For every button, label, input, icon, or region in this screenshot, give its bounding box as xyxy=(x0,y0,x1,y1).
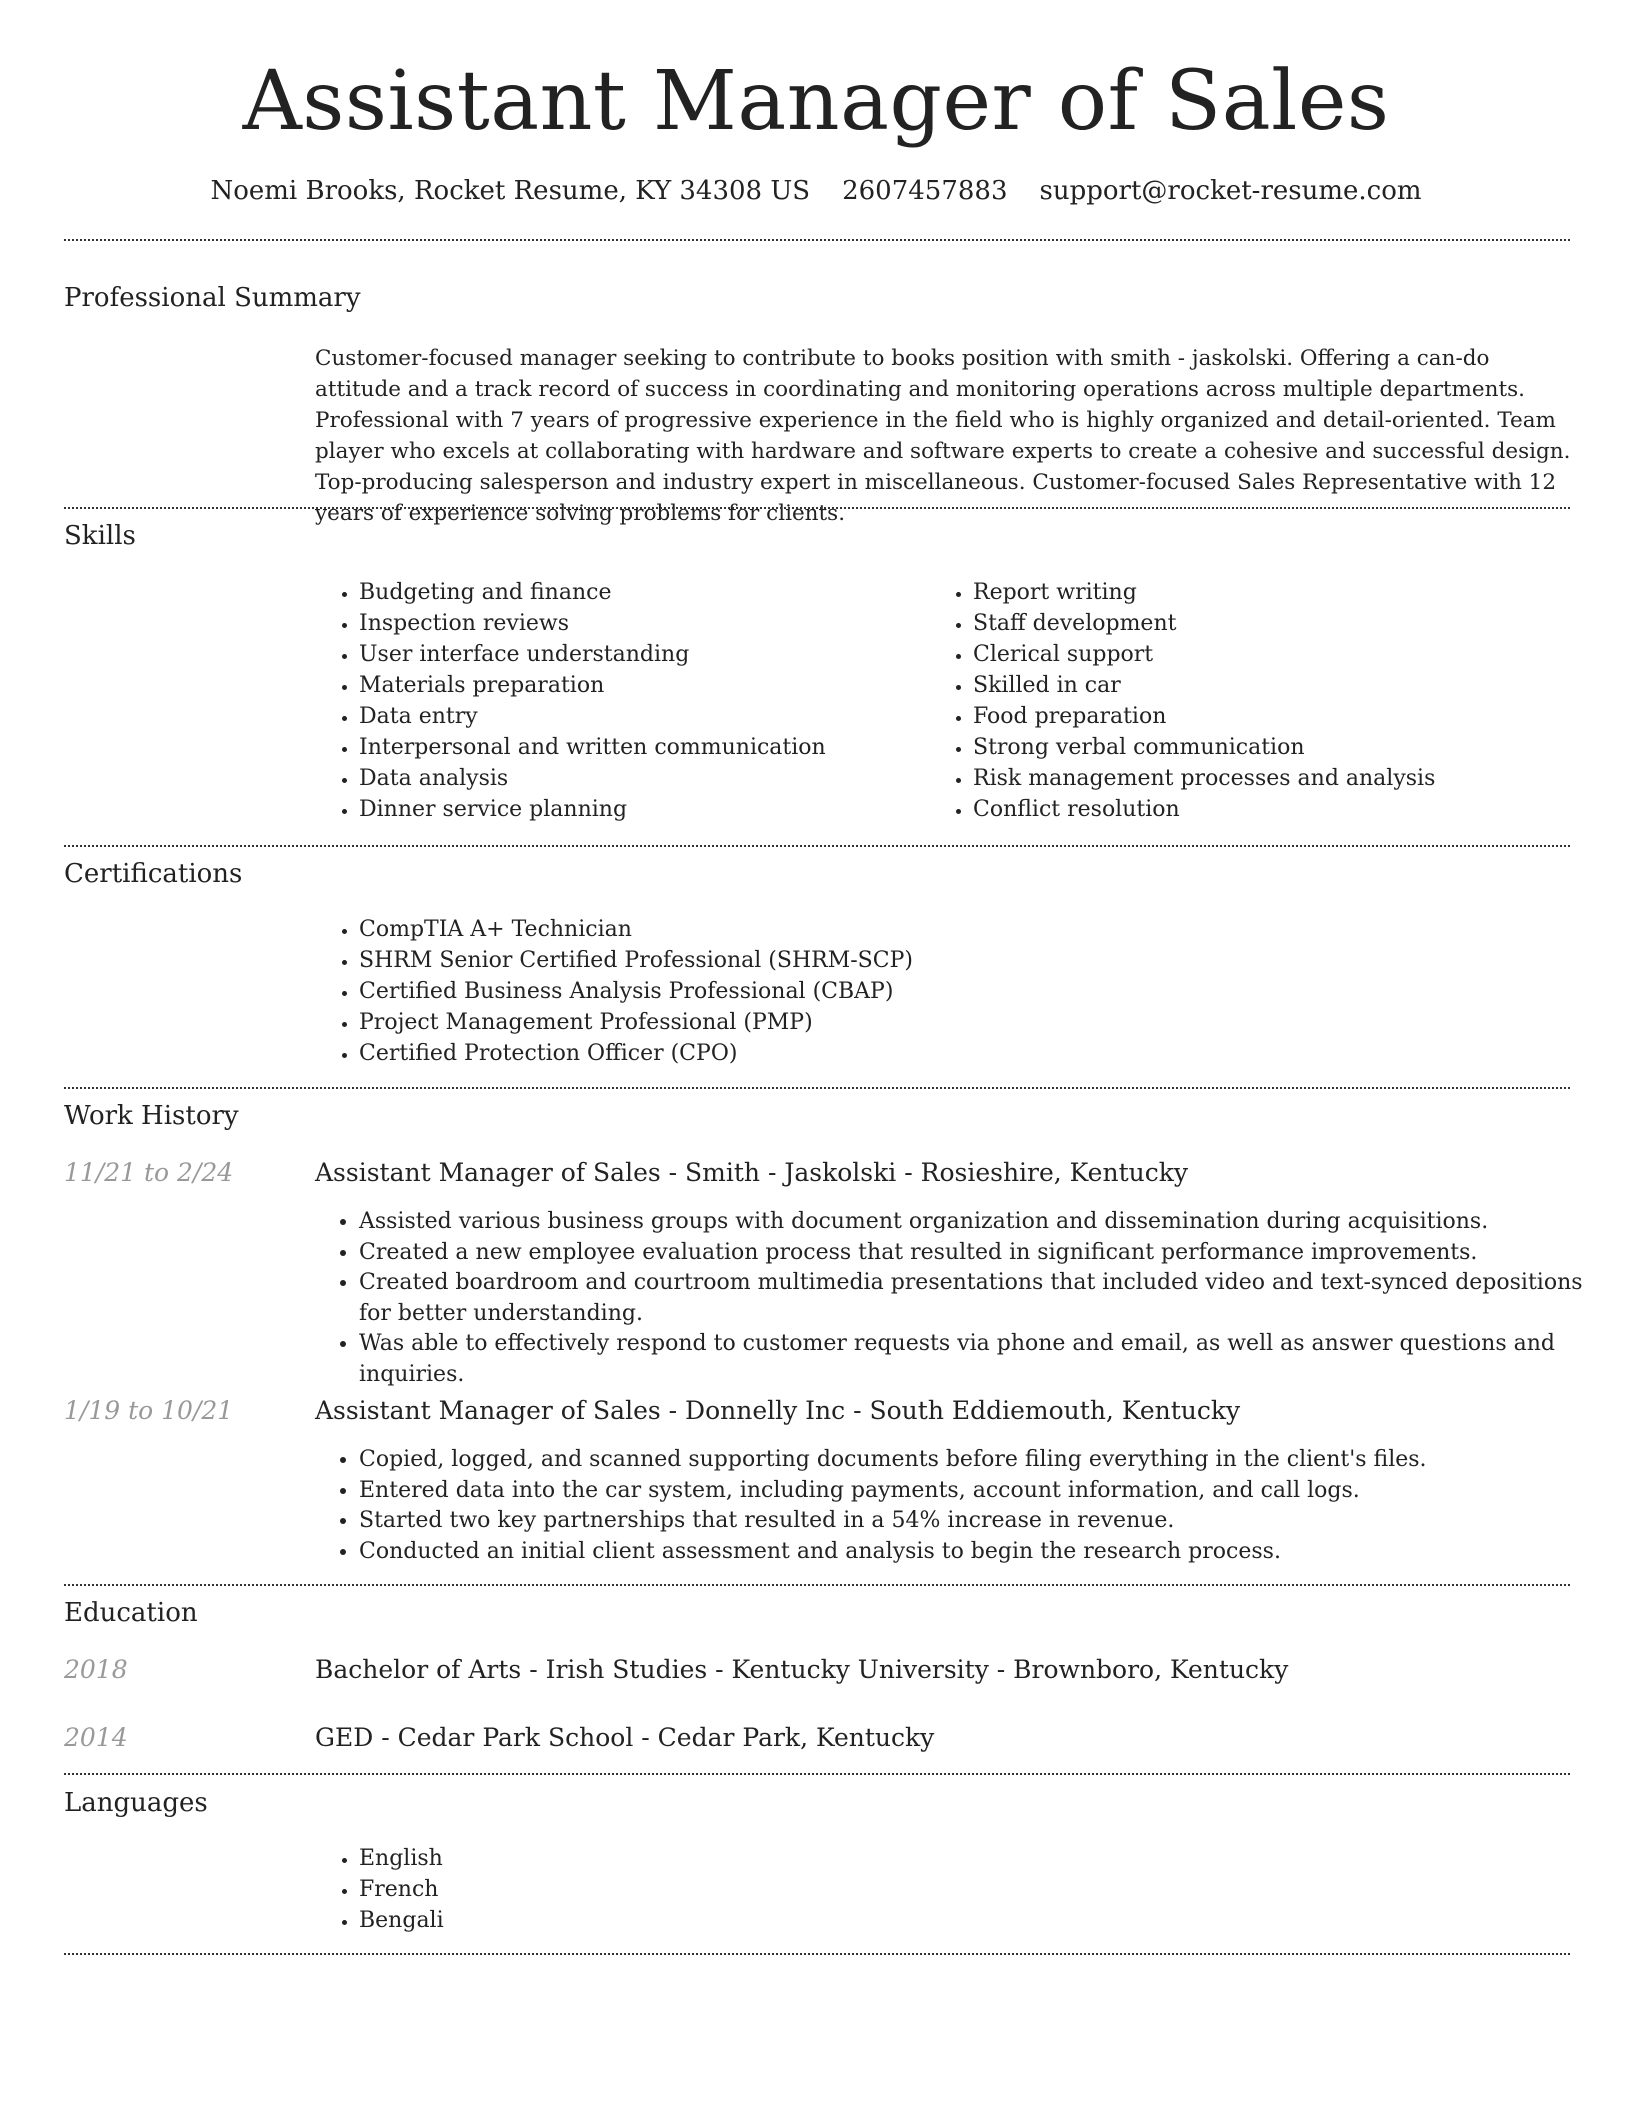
list-item: • Budgeting and finance xyxy=(359,577,919,608)
list-item: • Created a new employee evaluation process that resulted in significant performance improvements. xyxy=(359,1238,1615,1269)
list-item: • Conflict resolution xyxy=(973,794,1613,825)
list-item: • Risk management processes and analysis xyxy=(973,763,1613,794)
certifications-list xyxy=(315,914,1559,1069)
contact-email: support@rocket-resume.com xyxy=(1039,176,1422,206)
education-title: Bachelor of Arts - Irish Studies - Kentucky University - Brownboro, Kentucky xyxy=(315,1655,1289,1684)
skills-list-left xyxy=(315,577,919,825)
list-item: • Food preparation xyxy=(973,701,1613,732)
contact-phone: 2607457883 xyxy=(842,176,1008,206)
list-item: • Certified Protection Officer (CPO) xyxy=(359,1038,1559,1069)
list-item: • Data entry xyxy=(359,701,919,732)
list-item: • Strong verbal communication xyxy=(973,732,1613,763)
resume-title: Assistant Manager of Sales xyxy=(242,54,1390,149)
list-item: • Bengali xyxy=(359,1905,959,1936)
languages-list xyxy=(315,1843,959,1936)
education-heading: Education xyxy=(64,1598,198,1628)
section-divider xyxy=(64,1773,1570,1775)
list-item: • English xyxy=(359,1843,959,1874)
job-title: Assistant Manager of Sales - Donnelly Inc - South Eddiemouth, Kentucky xyxy=(315,1396,1241,1425)
list-item: • Materials preparation xyxy=(359,670,919,701)
section-divider xyxy=(64,1953,1570,1955)
summary-heading: Professional Summary xyxy=(64,283,361,313)
list-item: • Data analysis xyxy=(359,763,919,794)
list-item: • Copied, logged, and scanned supporting documents before filing everything in the client's files. xyxy=(359,1445,1615,1476)
section-divider xyxy=(64,239,1570,241)
list-item: • Staff development xyxy=(973,608,1613,639)
summary-text: Customer-focused manager seeking to contribute to books position with smith - jaskolski. Offering a can-do attitude and a track record of success in coordinating and monitoring operations across multiple departments. Professional with 7 years of progressive experience in the field who is highly organized and detail-oriented. Team player who excels at collaborating with hardware and software experts to create a cohesive and successful design. Top-producing salesperson and industry expert in miscellaneous. Customer-focused Sales Representative with 12 years of experience solving problems for clients. xyxy=(315,346,1571,526)
languages-heading: Languages xyxy=(64,1788,208,1818)
work-heading: Work History xyxy=(64,1101,239,1131)
list-item: • Inspection reviews xyxy=(359,608,919,639)
list-item: • Report writing xyxy=(973,577,1613,608)
section-divider xyxy=(64,1584,1570,1586)
section-divider xyxy=(64,845,1570,847)
education-year: 2014 xyxy=(64,1723,128,1752)
list-item: • Conducted an initial client assessment and analysis to begin the research process. xyxy=(359,1537,1615,1568)
section-divider xyxy=(64,507,1570,509)
list-item: • Project Management Professional (PMP) xyxy=(359,1007,1559,1038)
job-dates: 1/19 to 10/21 xyxy=(64,1396,234,1425)
list-item: • Interpersonal and written communication xyxy=(359,732,919,763)
list-item: • Dinner service planning xyxy=(359,794,919,825)
list-item: • SHRM Senior Certified Professional (SHRM-SCP) xyxy=(359,945,1559,976)
education-title: GED - Cedar Park School - Cedar Park, Kentucky xyxy=(315,1723,935,1752)
list-item: • User interface understanding xyxy=(359,639,919,670)
contact-address: Noemi Brooks, Rocket Resume, KY 34308 US xyxy=(210,176,811,206)
list-item: • Was able to effectively respond to customer requests via phone and email, as well as answer questions and inquiries. xyxy=(359,1329,1615,1390)
list-item: • Created boardroom and courtroom multimedia presentations that included video and text-synced depositions for better understanding. xyxy=(359,1268,1615,1329)
skills-list-right xyxy=(929,577,1613,825)
list-item: • Clerical support xyxy=(973,639,1613,670)
list-item: • Certified Business Analysis Professional (CBAP) xyxy=(359,976,1559,1007)
list-item: • Started two key partnerships that resulted in a 54% increase in revenue. xyxy=(359,1506,1615,1537)
list-item: • Skilled in car xyxy=(973,670,1613,701)
contact-line xyxy=(0,173,1632,209)
education-year: 2018 xyxy=(64,1655,128,1684)
list-item: • CompTIA A+ Technician xyxy=(359,914,1559,945)
list-item: • Entered data into the car system, including payments, account information, and call logs. xyxy=(359,1476,1615,1507)
job-bullets xyxy=(315,1445,1615,1567)
job-title: Assistant Manager of Sales - Smith - Jaskolski - Rosieshire, Kentucky xyxy=(315,1158,1188,1187)
job-dates: 11/21 to 2/24 xyxy=(64,1158,234,1187)
list-item: • Assisted various business groups with document organization and dissemination during acquisitions. xyxy=(359,1207,1615,1238)
certifications-heading: Certifications xyxy=(64,859,243,889)
list-item: • French xyxy=(359,1874,959,1905)
section-divider xyxy=(64,1087,1570,1089)
skills-heading: Skills xyxy=(64,521,136,551)
job-bullets xyxy=(315,1207,1615,1390)
